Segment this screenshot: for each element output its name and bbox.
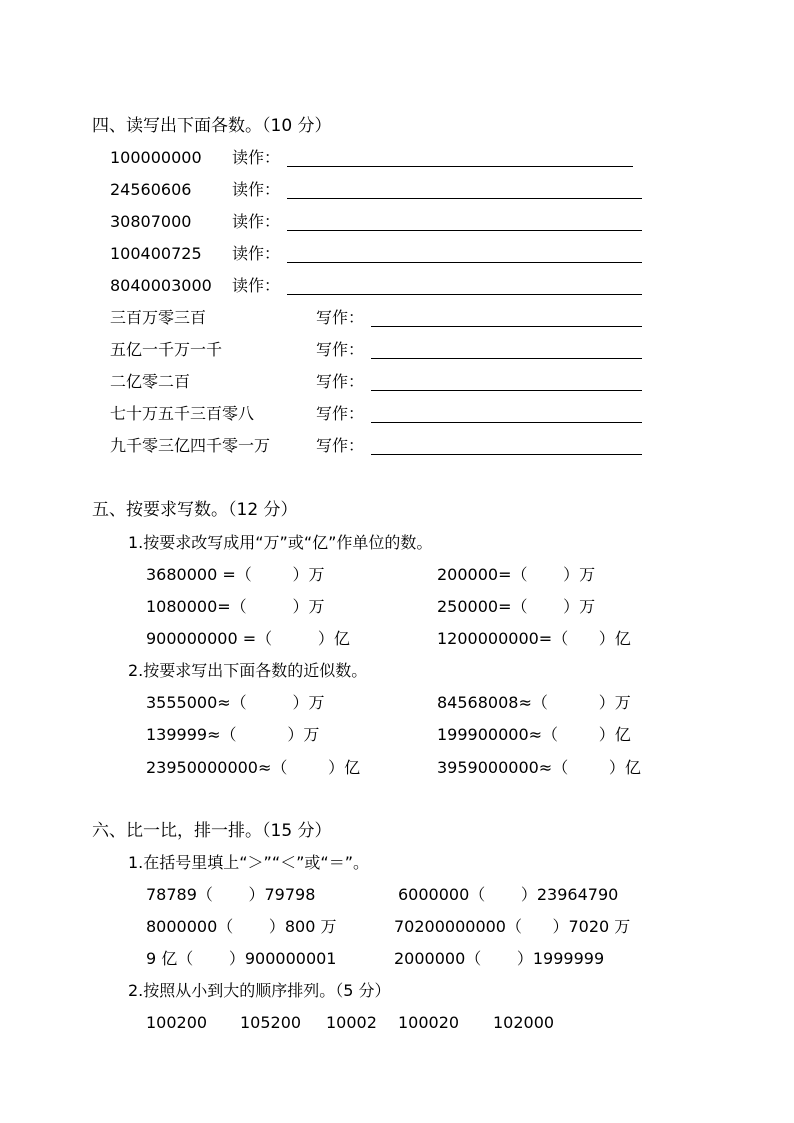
answer-line[interactable] [287, 294, 642, 295]
write-text-1: 三百万零三百 [110, 308, 207, 327]
answer-line[interactable] [287, 166, 633, 167]
answer-line[interactable] [287, 262, 642, 263]
order-number: 100200 [146, 1013, 208, 1032]
compare-item: 6000000（ ）23964790 [398, 885, 619, 904]
read-label-3: 读作： [232, 212, 281, 231]
read-number-2: 24560606 [110, 180, 192, 199]
read-number-3: 30807000 [110, 212, 192, 231]
answer-line[interactable] [371, 422, 642, 423]
read-label-2: 读作： [232, 180, 281, 199]
compare-item: 2000000（ ）1999999 [394, 949, 605, 968]
order-number: 102000 [493, 1013, 555, 1032]
write-label-5: 写作： [316, 436, 365, 455]
write-text-2: 五亿一千万一千 [110, 340, 223, 359]
write-label-3: 写作： [316, 372, 365, 391]
write-text-4: 七十万五千三百零八 [110, 404, 255, 423]
answer-line[interactable] [371, 454, 642, 455]
read-number-5: 8040003000 [110, 276, 212, 295]
compare-item: 70200000000（ ）7020 万 [394, 917, 631, 936]
write-text-3: 二亿零二百 [110, 372, 191, 391]
approx-item: 199900000≈（ ）亿 [437, 725, 631, 744]
compare-item: 8000000（ ）800 万 [146, 917, 337, 936]
order-number: 105200 [240, 1013, 302, 1032]
answer-line[interactable] [371, 326, 642, 327]
write-label-4: 写作： [316, 404, 365, 423]
approx-item: 84568008≈（ ）万 [437, 693, 631, 712]
read-label-4: 读作： [232, 244, 281, 263]
conversion-item: 250000=（ ）万 [437, 597, 596, 616]
approx-item: 23950000000≈（ ）亿 [146, 758, 361, 777]
question-6-1: 1.在括号里填上“＞”“＜”或“＝”。 [128, 853, 370, 872]
question-6-2: 2.按照从小到大的顺序排列。（5 分） [128, 981, 391, 1000]
order-number: 100020 [398, 1013, 460, 1032]
write-text-5: 九千零三亿四千零一万 [110, 436, 271, 455]
section-4-title: 四、读写出下面各数。（10 分） [92, 116, 332, 136]
conversion-item: 3680000 =（ ）万 [146, 565, 325, 584]
section-6-title: 六、比一比，排一排。（15 分） [92, 821, 332, 841]
approx-item: 3555000≈（ ）万 [146, 693, 325, 712]
read-number-4: 100400725 [110, 244, 202, 263]
conversion-item: 900000000 =（ ）亿 [146, 629, 350, 648]
write-label-1: 写作： [316, 308, 365, 327]
read-number-1: 100000000 [110, 148, 202, 167]
question-5-1: 1.按要求改写成用“万”或“亿”作单位的数。 [128, 533, 433, 552]
answer-line[interactable] [287, 230, 642, 231]
section-5-title: 五、按要求写数。（12 分） [92, 500, 298, 520]
conversion-item: 1200000000=（ ）亿 [437, 629, 631, 648]
conversion-item: 1080000=（ ）万 [146, 597, 325, 616]
read-label-1: 读作： [232, 148, 281, 167]
compare-item: 78789（ ）79798 [146, 885, 316, 904]
conversion-item: 200000=（ ）万 [437, 565, 596, 584]
answer-line[interactable] [287, 198, 642, 199]
answer-line[interactable] [371, 358, 642, 359]
approx-item: 139999≈（ ）万 [146, 725, 320, 744]
write-label-2: 写作： [316, 340, 365, 359]
compare-item: 9 亿（ ）900000001 [146, 949, 337, 968]
approx-item: 3959000000≈（ ）亿 [437, 758, 641, 777]
order-number: 10002 [326, 1013, 377, 1032]
read-label-5: 读作： [232, 276, 281, 295]
question-5-2: 2.按要求写出下面各数的近似数。 [128, 661, 368, 680]
answer-line[interactable] [371, 390, 642, 391]
